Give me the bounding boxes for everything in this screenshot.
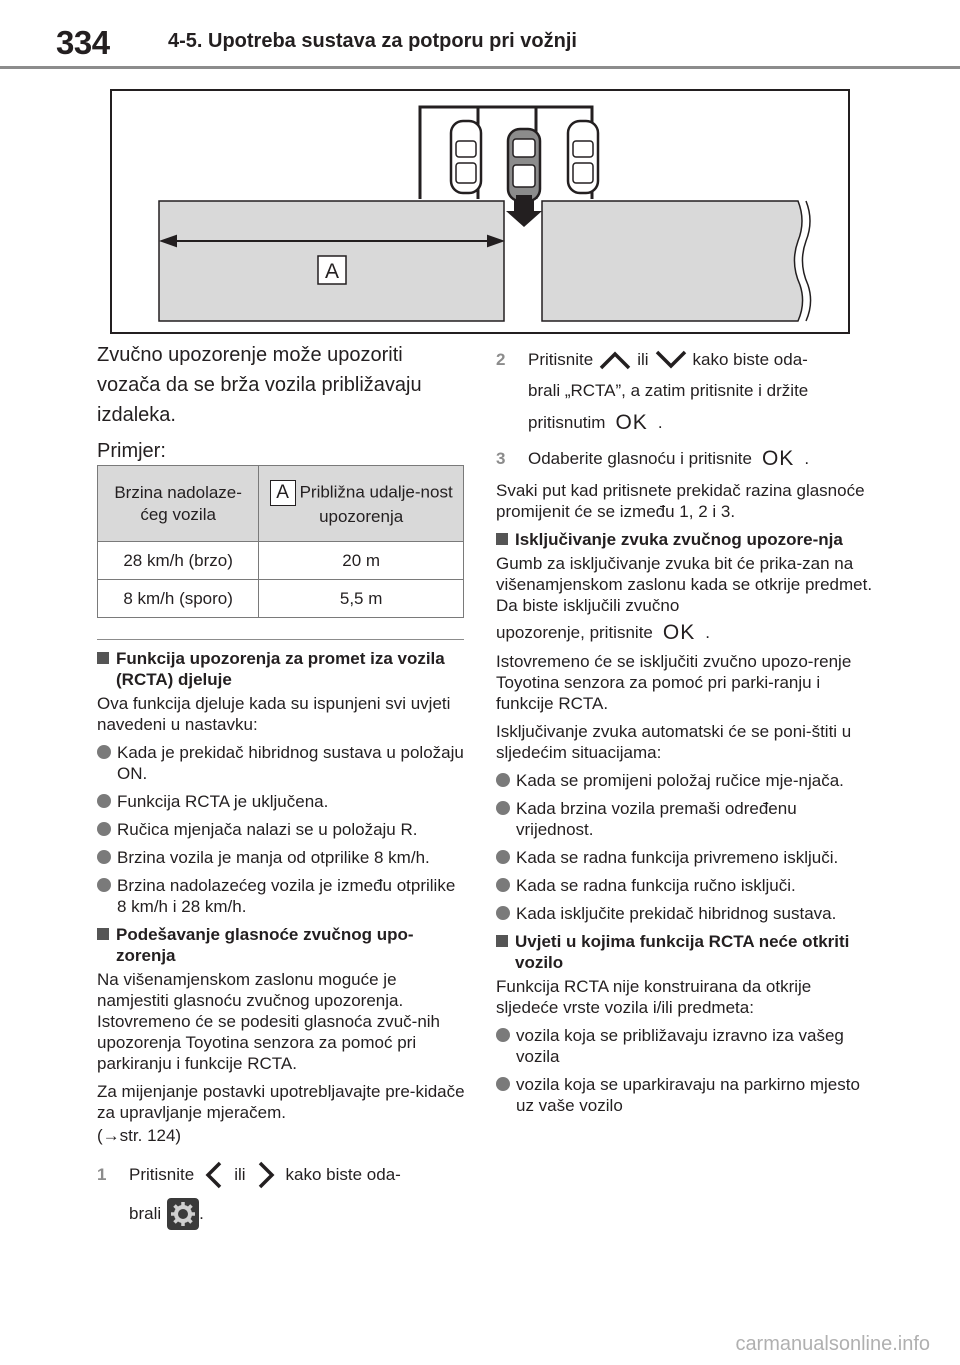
watermark: carmanualsonline.info <box>735 1333 930 1355</box>
ok-button-icon: OK <box>662 621 696 644</box>
mute-para2: Istovremeno će se isključiti zvučno upozo-renje Toyotina senzora za pomoć pri parki-ranju i funkcije RCTA. <box>496 652 852 713</box>
mute-para1-cont: upozorenje, pritisnite OK . <box>496 621 710 644</box>
intro-text: Zvučno upozorenje može upozoriti vozača da se brža vozila približavaju izdaleka. <box>97 344 422 426</box>
chevron-up-icon <box>593 348 637 372</box>
table-row <box>98 580 464 618</box>
list-item: Brzina nadolazećeg vozila je između otprilike 8 km/h i 28 km/h. <box>97 875 469 917</box>
list-item: Kada je prekidač hibridnog sustava u položaju ON. <box>97 742 469 784</box>
page-header <box>0 0 960 70</box>
step-1: 1 Pritisnite ili kako biste oda- <box>97 1160 469 1190</box>
step-1-cont: brali . <box>97 1198 469 1230</box>
bullet-dot-icon <box>496 850 510 864</box>
square-bullet-icon <box>97 928 109 940</box>
reverse-arrow <box>506 199 542 227</box>
bullet-dot-icon <box>97 878 111 892</box>
volume-para2: Za mijenjanje postavki upotrebljavajte pre-kidače za upravljanje mjeračem. <box>97 1082 465 1122</box>
volume-para1: Na višenamjenskom zaslonu moguće je namjestiti glasnoću zvučnog upozorenja. Istovremeno će se podesiti glasnoća zvuč-nih upozorenja Toyotina senzora za pomoć pri parkiranju i funkcije RCTA. <box>97 970 441 1073</box>
right-road-zone <box>542 201 803 321</box>
parked-car-left <box>451 121 481 193</box>
example-label: Primjer: <box>97 440 166 462</box>
list-item: Kada isključite prekidač hibridnog sustava. <box>496 903 876 924</box>
list-item: Kada brzina vozila premaši određenu vrijednost. <box>496 798 876 840</box>
parking-lines <box>420 107 592 199</box>
speed-distance-table <box>97 465 464 618</box>
bullet-dot-icon <box>496 801 510 815</box>
step-3: 3 Odaberite glasnoću i pritisnite OK . <box>496 447 810 470</box>
conditions-para: Funkcija RCTA nije konstruirana da otkrije sljedeće vrste vozila i/ili predmeta: <box>496 977 812 1017</box>
table-label-a: A <box>270 480 296 506</box>
bullet-dot-icon <box>496 878 510 892</box>
left-column-content <box>97 648 469 1230</box>
mute-para3: Isključivanje zvuka automatski će se poni-štiti u sljedećim situacijama: <box>496 722 852 762</box>
volume-para2-ref: (→str. 124) <box>97 1126 182 1145</box>
rcta-heading: Funkcija upozorenja za promet iza vozila (RCTA) djeluje <box>97 648 469 690</box>
bullet-dot-icon <box>496 773 510 787</box>
square-bullet-icon <box>97 652 109 664</box>
table-cell-distance: 20 m <box>259 542 464 580</box>
table-header-speed: Brzina nadolaze-ćeg vozila <box>98 466 259 542</box>
bullet-dot-icon <box>496 906 510 920</box>
volume-heading: Podešavanje glasnoće zvučnog upo-zorenja <box>97 924 469 966</box>
bullet-dot-icon <box>97 794 111 808</box>
table-header-distance-text: Približna udalje-nost upozorenja <box>299 481 453 526</box>
right-column-content <box>496 348 876 1123</box>
square-bullet-icon <box>496 533 508 545</box>
road-edge-wave <box>802 201 810 321</box>
step-2: 2 Pritisnite ili kako biste oda- <box>496 348 876 372</box>
conditions-heading: Uvjeti u kojima funkcija RCTA neće otkriti vozilo <box>496 931 876 973</box>
table-cell-speed: 8 km/h (sporo) <box>98 580 259 618</box>
chevron-left-icon <box>194 1160 234 1190</box>
ok-button-icon: OK <box>761 447 795 470</box>
table-header-distance <box>259 466 464 542</box>
list-item: Funkcija RCTA je uključena. <box>97 791 469 812</box>
list-item: vozila koja se uparkiravaju na parkirno mjesto uz vaše vozilo <box>496 1074 876 1116</box>
bullet-dot-icon <box>97 822 111 836</box>
ok-button-icon: OK <box>615 411 648 434</box>
step-2-cont: brali „RCTA”, a zatim pritisnite i držite <box>528 381 809 400</box>
square-bullet-icon <box>496 935 508 947</box>
list-item: vozila koja se približavaju izravno iza vašeg vozila <box>496 1025 876 1067</box>
step-2-cont2: pritisnutim OK . <box>528 411 663 434</box>
gear-icon <box>167 1198 199 1230</box>
mute-heading: Isključivanje zvuka zvučnog upozore-nja <box>496 529 876 550</box>
intro-block <box>97 340 467 466</box>
section-divider <box>97 639 464 640</box>
list-item: Kada se promijeni položaj ručice mje-njača. <box>496 770 876 791</box>
bullet-dot-icon <box>496 1077 510 1091</box>
table-cell-distance: 5,5 m <box>259 580 464 618</box>
section-title: 4-5. Upotreba sustava za potporu pri vožnji <box>168 30 577 52</box>
bullet-dot-icon <box>97 745 111 759</box>
parking-diagram-svg <box>112 91 848 332</box>
table-row <box>98 542 464 580</box>
chevron-down-icon <box>649 348 693 372</box>
list-item: Kada se radna funkcija ručno isključi. <box>496 875 876 896</box>
label-a: A <box>324 260 340 283</box>
rcta-intro: Ova funkcija djeluje kada su ispunjeni svi uvjeti navedeni u nastavku: <box>97 694 451 734</box>
page-number: 334 <box>56 24 110 61</box>
list-item: Brzina vozila je manja od otprilike 8 km/h. <box>97 847 469 868</box>
header-rule <box>0 66 960 69</box>
bullet-dot-icon <box>97 850 111 864</box>
mute-para1: Gumb za isključivanje zvuka bit će prika-zan na višenamjenskom zaslonu kada se otkrije predmet. Da biste isključili zvučno <box>496 554 873 615</box>
table-cell-speed: 28 km/h (brzo) <box>98 542 259 580</box>
own-car <box>508 129 540 203</box>
ref-arrow-icon: → <box>102 1126 120 1145</box>
chevron-right-icon <box>246 1160 286 1190</box>
list-item: Kada se radna funkcija privremeno isključi. <box>496 847 876 868</box>
parked-car-right <box>568 121 598 193</box>
list-item: Ručica mjenjača nalazi se u položaju R. <box>97 819 469 840</box>
bullet-dot-icon <box>496 1028 510 1042</box>
volume-after-steps: Svaki put kad pritisnete prekidač razina glasnoće promijenit će se između 1, 2 i 3. <box>496 481 865 521</box>
parking-diagram <box>110 89 850 334</box>
